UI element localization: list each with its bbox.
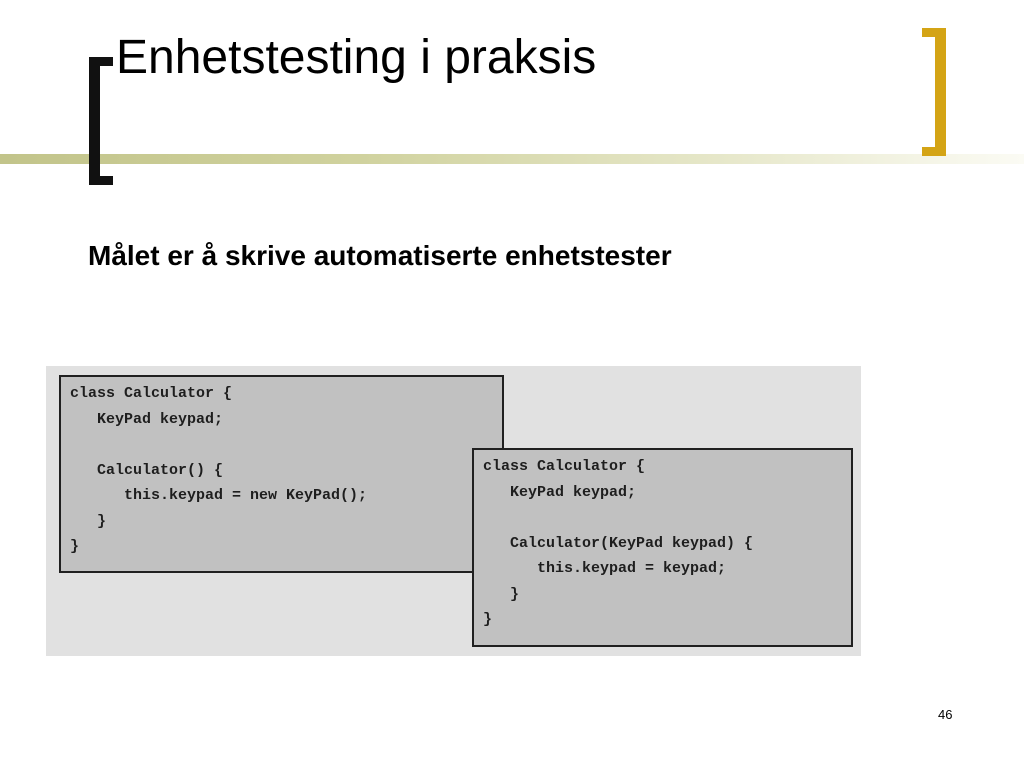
title-underline-rule xyxy=(0,154,1024,164)
right-bracket-bottom-serif xyxy=(922,147,946,156)
slide-subtitle: Målet er å skrive automatiserte enhetstester xyxy=(88,240,672,271)
left-bracket-decoration xyxy=(89,57,100,185)
right-bracket-top-serif xyxy=(922,28,946,37)
code-example-constructor-injection: class Calculator { KeyPad keypad; Calculator(KeyPad keypad) { this.keypad = keypad; } } xyxy=(472,448,853,647)
code-example-constructor-new: class Calculator { KeyPad keypad; Calculator() { this.keypad = new KeyPad(); } } xyxy=(59,375,504,573)
slide-title: Enhetstesting i praksis xyxy=(116,31,597,84)
left-bracket-top-serif xyxy=(89,57,113,66)
page-number: 46 xyxy=(938,707,953,722)
right-bracket-decoration xyxy=(935,28,946,156)
left-bracket-bottom-serif xyxy=(89,176,113,185)
